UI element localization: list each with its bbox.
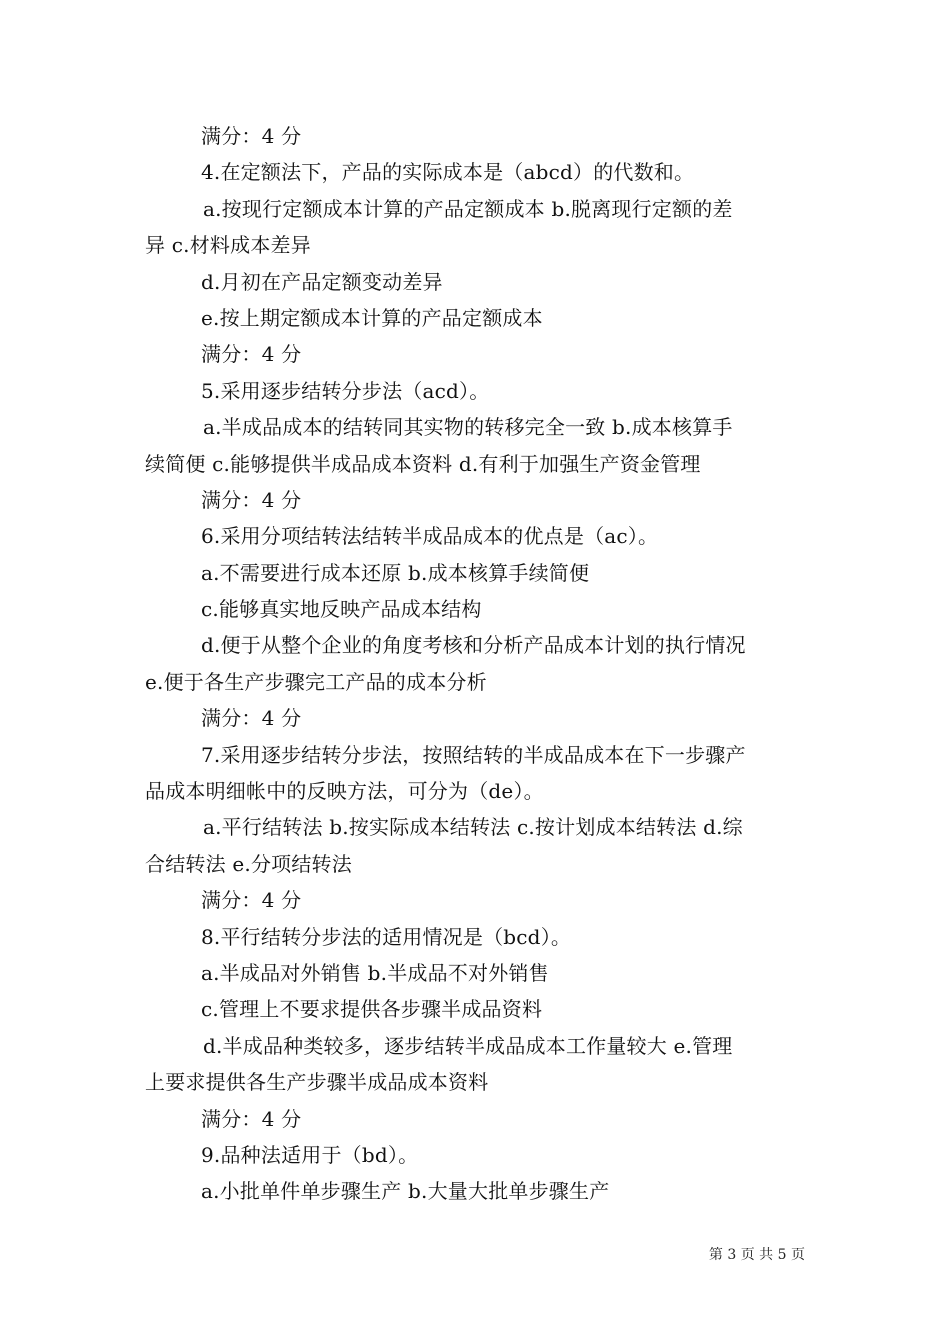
text-line: 6.采用分项结转法结转半成品成本的优点是（ac）。 (201, 524, 659, 549)
text-line: 满分：4 分 (201, 487, 302, 512)
text-line: a.半成品对外销售 b.半成品不对外销售 (201, 960, 549, 985)
page-footer: 第 3 页 共 5 页 (708, 1247, 805, 1263)
text-line: 满分：4 分 (201, 1106, 302, 1131)
document-body (145, 118, 810, 1210)
text-line: 7.采用逐步结转分步法，按照结转的半成品成本在下一步骤产 (201, 742, 746, 767)
text-line: 上要求提供各生产步骤半成品成本资料 (145, 1070, 489, 1095)
text-line: 满分：4 分 (201, 888, 302, 913)
text-line: d.月初在产品定额变动差异 (201, 269, 443, 294)
text-line: 品成本明细帐中的反映方法，可分为（de）。 (145, 779, 544, 804)
text-line: 8.平行结转分步法的适用情况是（bcd）。 (201, 924, 572, 949)
text-line: d.便于从整个企业的角度考核和分析产品成本计划的执行情况 (201, 633, 746, 658)
text-line: a.小批单件单步骤生产 b.大量大批单步骤生产 (201, 1179, 610, 1204)
text-line: c.管理上不要求提供各步骤半成品资料 (201, 997, 543, 1022)
text-line: 满分：4 分 (201, 124, 302, 148)
text-line: 异 c.材料成本差异 (145, 233, 311, 258)
text-line: 合结转法 e.分项结转法 (145, 851, 352, 876)
text-line: a.平行结转法 b.按实际成本结转法 c.按计划成本结转法 d.综 (203, 815, 743, 840)
text-line: d.半成品种类较多，逐步结转半成品成本工作量较大 e.管理 (203, 1033, 733, 1058)
text-line: 5.采用逐步结转分步法（acd）。 (201, 378, 490, 403)
text-line: 满分：4 分 (201, 706, 302, 731)
text-line: e.按上期定额成本计算的产品定额成本 (201, 305, 543, 330)
text-line: 满分：4 分 (201, 342, 302, 367)
text-line: 9.品种法适用于（bd）。 (201, 1142, 419, 1167)
text-line: a.按现行定额成本计算的产品定额成本 b.脱离现行定额的差 (203, 196, 733, 221)
text-line: a.不需要进行成本还原 b.成本核算手续简便 (201, 560, 590, 585)
text-line: 续简便 c.能够提供半成品成本资料 d.有利于加强生产资金管理 (145, 451, 701, 476)
text-line: a.半成品成本的结转同其实物的转移完全一致 b.成本核算手 (203, 415, 733, 440)
text-line: e.便于各生产步骤完工产品的成本分析 (145, 669, 487, 694)
text-line: c.能够真实地反映产品成本结构 (201, 597, 482, 622)
text-line: 4.在定额法下，产品的实际成本是（abcd）的代数和。 (201, 160, 695, 185)
